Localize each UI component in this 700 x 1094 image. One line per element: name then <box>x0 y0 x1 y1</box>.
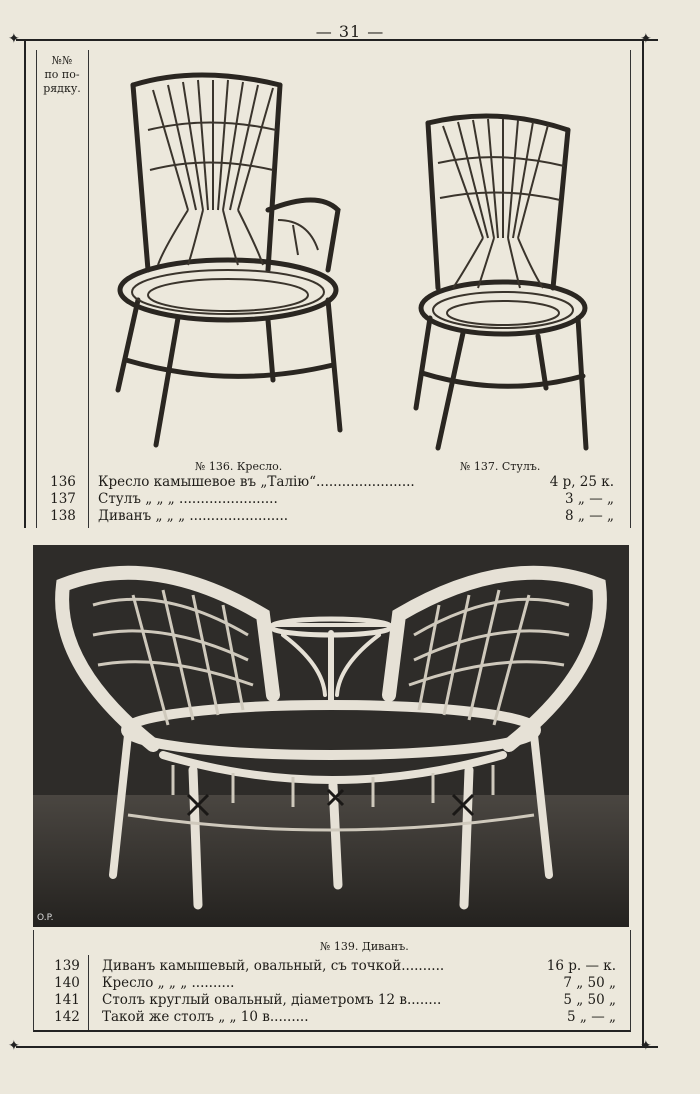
item-number: 140 <box>54 975 80 991</box>
armchair-illustration <box>108 60 348 455</box>
inner-left-line <box>36 50 37 528</box>
table-row <box>46 491 614 508</box>
left-frame-line <box>24 40 26 528</box>
item-description: Кресло камышевое въ „Талію“....................... <box>98 474 415 490</box>
item-price: 7 „ 50 „ <box>563 975 616 991</box>
column-header <box>38 54 86 96</box>
table-row <box>50 1009 616 1026</box>
item-number: 138 <box>50 508 76 524</box>
item-number: 139 <box>54 958 80 974</box>
inner-right-line <box>630 50 631 528</box>
item-description: Диванъ камышевый, овальный, съ точкой.......... <box>102 958 445 974</box>
item-price: 3 „ — „ <box>565 491 614 507</box>
item-price: 5 „ 50 „ <box>563 992 616 1008</box>
table-row <box>50 975 616 992</box>
number-column-divider <box>88 50 89 528</box>
ornament-icon: ✦ <box>8 1038 20 1054</box>
chair-caption: № 137. Стулъ. <box>460 460 541 473</box>
table-row <box>50 992 616 1009</box>
sofa-illustration <box>33 545 629 927</box>
item-price: 4 р, 25 к. <box>549 474 614 490</box>
column-header-line: по по- <box>44 68 80 81</box>
item-price: 5 „ — „ <box>567 1009 616 1025</box>
ornament-icon: ✦ <box>640 31 652 47</box>
item-description: Диванъ „ „ „ ....................... <box>98 508 289 524</box>
page-number: — 31 — <box>315 22 385 41</box>
item-description: Такой же столъ „ „ 10 в......... <box>102 1009 309 1025</box>
column-header-line: рядку. <box>43 82 81 95</box>
chair-illustration <box>408 108 598 456</box>
item-number: 141 <box>54 992 80 1008</box>
table-row <box>46 474 614 491</box>
table-row <box>50 958 616 975</box>
item-number: 142 <box>54 1009 80 1025</box>
sofa-caption: № 139. Диванъ. <box>320 940 409 953</box>
item-number: 137 <box>50 491 76 507</box>
top-rule <box>16 39 658 41</box>
item-description: Столъ круглый овальный, діаметромъ 12 в........ <box>102 992 442 1008</box>
price-table-2 <box>50 958 616 1026</box>
item-description: Кресло „ „ „ .......... <box>102 975 235 991</box>
bottom-rule <box>16 1046 658 1048</box>
column-header-line: №№ <box>51 54 73 67</box>
item-price: 8 „ — „ <box>565 508 614 524</box>
ornament-icon: ✦ <box>8 31 20 47</box>
price-table-1 <box>46 474 614 525</box>
armchair-caption: № 136. Кресло. <box>195 460 283 473</box>
right-frame-line <box>642 40 644 1046</box>
item-description: Стулъ „ „ „ ....................... <box>98 491 278 507</box>
ornament-icon: ✦ <box>640 1038 652 1054</box>
photo-signature: O.P. <box>37 913 54 923</box>
table-row <box>46 508 614 525</box>
item-number: 136 <box>50 474 76 490</box>
sofa-photograph <box>33 545 629 927</box>
item-price: 16 р. — к. <box>546 958 616 974</box>
